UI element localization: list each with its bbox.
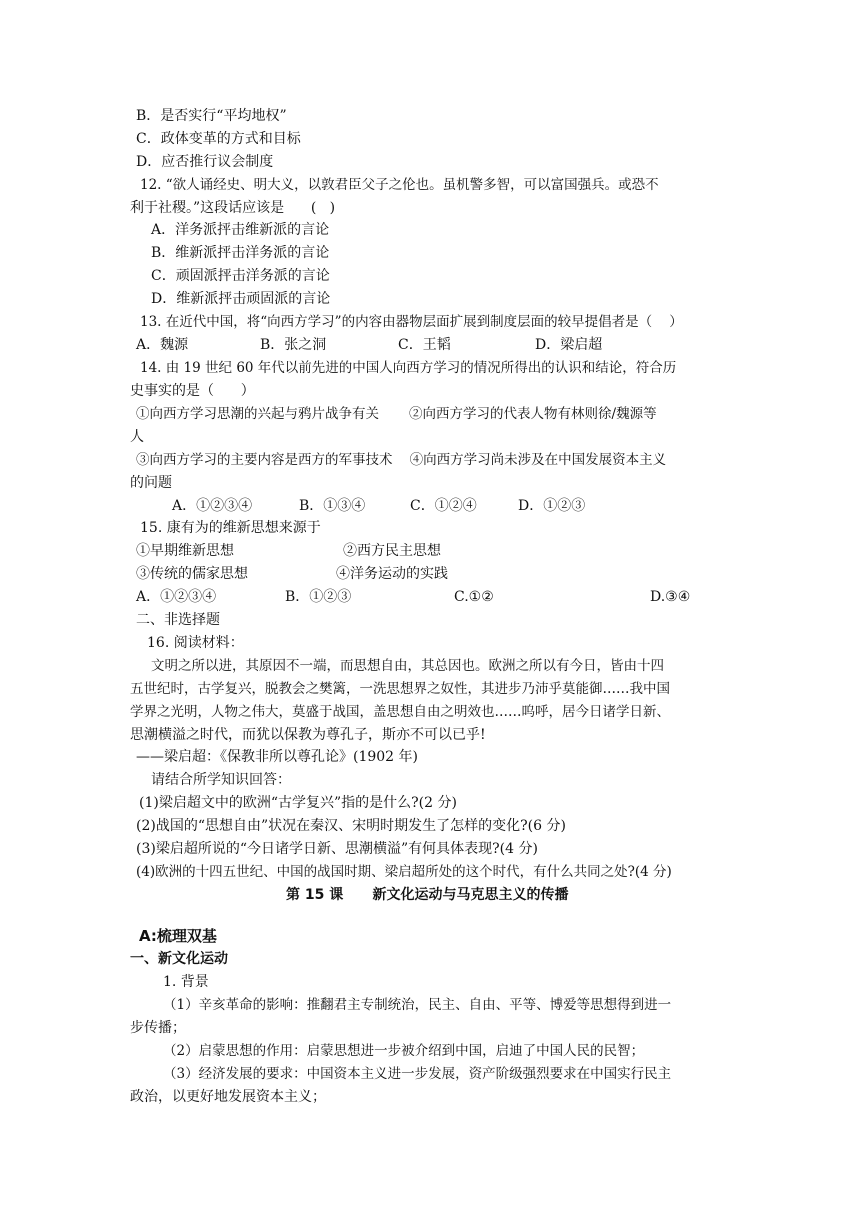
question-15: 15. 康有为的维新思想来源于 bbox=[140, 520, 321, 536]
question-12-cont: 利于社稷。”这段话应该是 ( ) bbox=[130, 200, 336, 216]
sub-question-4: (4)欧洲的十四五世纪、中国的战国时期、梁启超所处的这个时代，有什么共同之处?(4 分) bbox=[136, 864, 672, 880]
option-c: C．政体变革的方式和目标 bbox=[136, 131, 301, 147]
sub-question-2: (2)战国的“思想自由”状况在秦汉、宋明时期发生了怎样的变化?(6 分) bbox=[136, 818, 566, 834]
sub-question-3: (3)梁启超所说的“今日诸学日新、思潮横溢”有何具体表现?(4 分) bbox=[136, 841, 538, 857]
q13-option-d: D．梁启超 bbox=[535, 337, 603, 353]
q12-option-d: D．维新派抨击顽固派的言论 bbox=[151, 291, 331, 307]
q14-statement-2-cont: 人 bbox=[130, 429, 144, 445]
q12-option-c: C．顽固派抨击洋务派的言论 bbox=[151, 268, 330, 284]
passage-source: ——梁启超：《保教非所以尊孔论》(1902 年) bbox=[136, 749, 419, 765]
question-13: 13. 在近代中国，将“向西方学习”的内容由器物层面扩展到制度层面的较早提倡者是（ ） bbox=[140, 314, 683, 330]
q13-option-a: A．魏源 bbox=[136, 337, 189, 353]
option-d: D．应否推行议会制度 bbox=[136, 154, 274, 170]
background-3-cont: 政治，以更好地发展资本主义； bbox=[130, 1089, 326, 1105]
q15-option-a: A．①②③④ bbox=[136, 589, 217, 605]
background-1: （1）辛亥革命的影响：推翻君主专制统治，民主、自由、平等、博爱等思想得到进一 bbox=[163, 997, 672, 1013]
section-a-heading: A:梳理双基 bbox=[139, 927, 217, 945]
q15-option-d: D.③④ bbox=[650, 589, 691, 605]
question-14-cont: 史事实的是（ ） bbox=[130, 383, 255, 399]
sub-question-1: (1)梁启超文中的欧洲“古学复兴”指的是什么?(2 分) bbox=[139, 795, 457, 811]
q14-statement-4-cont: 的问题 bbox=[130, 475, 172, 491]
background-1-cont: 步传播； bbox=[130, 1020, 186, 1036]
option-b: B．是否实行“平均地权” bbox=[136, 108, 287, 124]
background-2: （2）启蒙思想的作用：启蒙思想进一步被介绍到中国，启迪了中国人民的民智； bbox=[163, 1043, 645, 1059]
passage-line-1: 文明之所以进，其原因不一端，而思想自由，其总因也。欧洲之所以有今日，皆由十四 bbox=[151, 658, 664, 674]
passage-line-2: 五世纪时，古学复兴，脱教会之樊篱，一洗思想界之奴性，其进步乃沛乎莫能御……我中国 bbox=[130, 681, 670, 697]
q14-statement-3-4: ③向西方学习的主要内容是西方的军事技术 ④向西方学习尚未涉及在中国发展资本主义 bbox=[136, 452, 667, 468]
q14-option-a: A．①②③④ bbox=[172, 498, 253, 514]
section-1-heading: 一、新文化运动 bbox=[130, 951, 228, 967]
lesson-title: 第 15 课 新文化运动与马克思主义的传播 bbox=[286, 887, 569, 903]
question-14: 14. 由 19 世纪 60 年代以前先进的中国人向西方学习的情况所得出的认识和结论，符合历 bbox=[140, 360, 677, 376]
q13-option-b: B．张之洞 bbox=[260, 337, 327, 353]
question-16: 16. 阅读材料： bbox=[147, 635, 244, 651]
q15-item-4: ④洋务运动的实践 bbox=[336, 566, 448, 582]
q15-option-b: B．①②③ bbox=[285, 589, 352, 605]
background-3: （3）经济发展的要求：中国资本主义进一步发展，资产阶级强烈要求在中国实行民主 bbox=[163, 1066, 672, 1082]
q15-item-3: ③传统的儒家思想 bbox=[136, 566, 248, 582]
q14-statement-1-2: ①向西方学习思潮的兴起与鸦片战争有关 ②向西方学习的代表人物有林则徐/魏源等 bbox=[136, 406, 657, 422]
question-12: 12. “欲人诵经史、明大义，以敦君臣父子之伦也。虽机警多智，可以富国强兵。或恐不 bbox=[140, 177, 659, 193]
passage-line-4: 思潮横溢之时代，而犹以保教为尊孔子，斯亦不可以已乎! bbox=[130, 727, 486, 743]
q12-option-b: B．维新派抨击洋务派的言论 bbox=[151, 245, 330, 261]
q14-option-c: C．①②④ bbox=[410, 498, 477, 514]
q14-option-d: D．①②③ bbox=[518, 498, 586, 514]
instruction: 请结合所学知识回答： bbox=[151, 772, 291, 788]
q12-option-a: A．洋务派抨击维新派的言论 bbox=[151, 222, 330, 238]
passage-line-3: 学界之光明，人物之伟大，莫盛于战国，盖思想自由之明效也……呜呼，居今日诸学日新、 bbox=[130, 704, 670, 720]
section-heading-non-choice: 二、非选择题 bbox=[136, 612, 220, 628]
q15-option-c: C.①② bbox=[454, 589, 494, 605]
q15-item-2: ②西方民主思想 bbox=[343, 543, 441, 559]
background-heading: 1. 背景 bbox=[163, 974, 209, 990]
q13-option-c: C．王韬 bbox=[398, 337, 451, 353]
q15-item-1: ①早期维新思想 bbox=[136, 543, 234, 559]
q14-option-b: B．①③④ bbox=[299, 498, 366, 514]
